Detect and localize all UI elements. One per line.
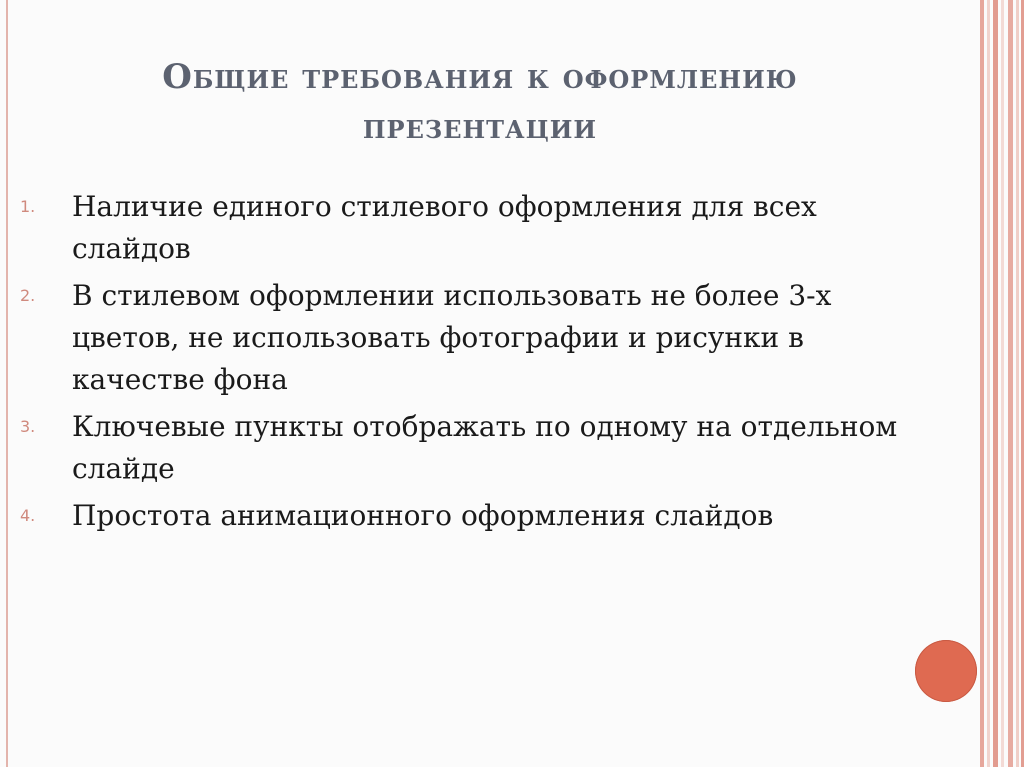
list-item-text: Простота анимационного оформления слайдов [72, 499, 774, 532]
decorative-stripe [980, 0, 984, 767]
list-item-text: Наличие единого стилевого оформления для всех слайдов [72, 190, 817, 265]
list-item-text: В стилевом оформлении использовать не более 3-х цветов, не использовать фотографии и рисунки в качестве фона [72, 279, 832, 396]
list-item-number: 2. [20, 286, 36, 305]
decorative-stripe [1008, 0, 1013, 767]
list-item-text: Ключевые пункты отображать по одному на отдельном слайде [72, 410, 898, 485]
decorative-stripe [1001, 0, 1004, 767]
decorative-stripe [1016, 0, 1019, 767]
slide-title-line-2: презентации [362, 107, 598, 147]
list-item-number: 1. [20, 197, 36, 216]
decorative-stripe [993, 0, 998, 767]
requirements-list [20, 186, 900, 542]
list-item-number: 3. [20, 417, 36, 436]
slide-title [40, 52, 920, 152]
list-item [20, 186, 900, 270]
list-item [20, 495, 900, 537]
decorative-circle [915, 640, 977, 702]
list-item [20, 275, 900, 401]
list-item-number: 4. [20, 506, 36, 525]
left-border-line [6, 0, 8, 767]
slide-title-line-1: Общие требования к оформлению [162, 57, 798, 97]
decorative-stripe [987, 0, 990, 767]
list-item [20, 406, 900, 490]
